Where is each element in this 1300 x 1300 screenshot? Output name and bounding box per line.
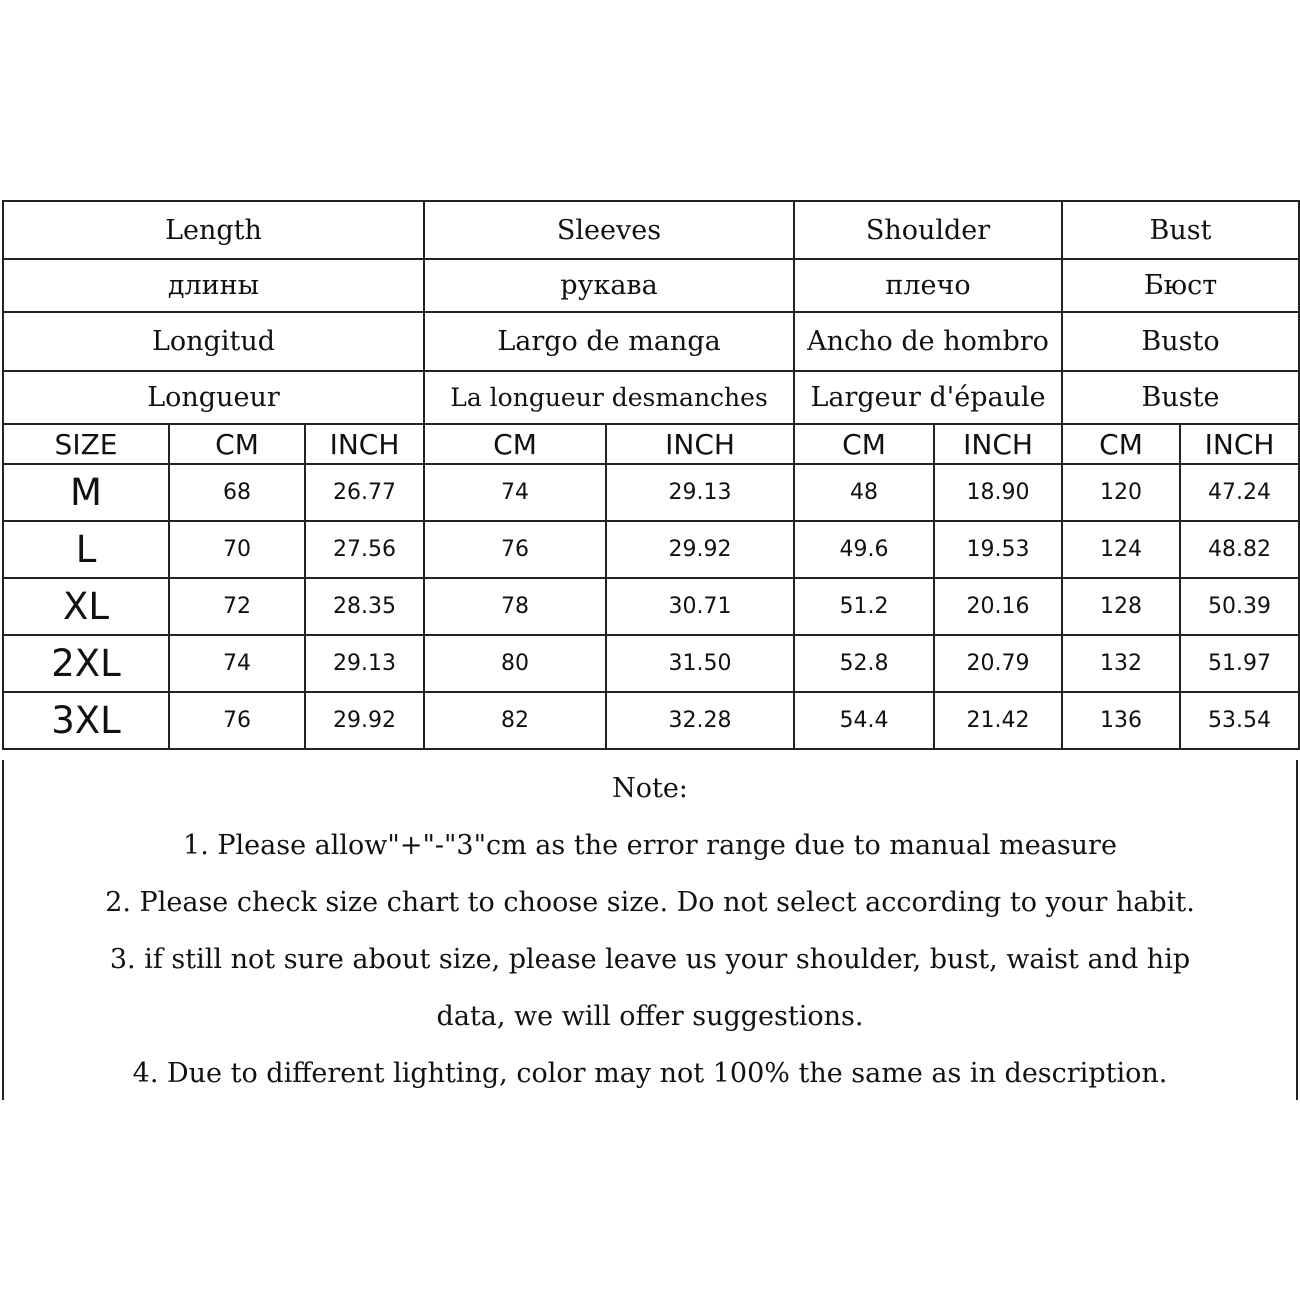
- shoulder-inch-cell: 21.42: [934, 692, 1062, 749]
- header-length-es: Longitud: [3, 312, 424, 371]
- size-label: 3XL: [3, 692, 169, 749]
- sleeves-inch-cell: 32.28: [606, 692, 794, 749]
- shoulder-cm-cell: 49.6: [794, 521, 934, 578]
- unit-sleeves-inch: INCH: [606, 424, 794, 464]
- bust-cm-cell: 136: [1062, 692, 1180, 749]
- header-row-spanish: [3, 312, 1299, 371]
- header-sleeves-fr: La longueur desmanches: [424, 371, 794, 424]
- length-inch-cell: 29.92: [305, 692, 424, 749]
- unit-shoulder-inch: INCH: [934, 424, 1062, 464]
- table-row: [3, 578, 1299, 635]
- bust-cm-cell: 124: [1062, 521, 1180, 578]
- shoulder-inch-cell: 18.90: [934, 464, 1062, 521]
- bust-cm-cell: 120: [1062, 464, 1180, 521]
- length-inch-cell: 29.13: [305, 635, 424, 692]
- sleeves-inch-cell: 29.13: [606, 464, 794, 521]
- shoulder-cm-cell: 52.8: [794, 635, 934, 692]
- header-sleeves-es: Largo de manga: [424, 312, 794, 371]
- sleeves-inch-cell: 31.50: [606, 635, 794, 692]
- header-shoulder-es: Ancho de hombro: [794, 312, 1062, 371]
- header-bust-fr: Buste: [1062, 371, 1299, 424]
- length-cm-cell: 70: [169, 521, 305, 578]
- size-chart-table: [2, 200, 1300, 750]
- header-row-english: [3, 201, 1299, 259]
- bust-cm-cell: 132: [1062, 635, 1180, 692]
- note-line-3-continued: data, we will offer suggestions.: [436, 1001, 864, 1032]
- bust-cm-cell: 128: [1062, 578, 1180, 635]
- sleeves-cm-cell: 74: [424, 464, 606, 521]
- note-line-4: 4. Due to different lighting, color may not 100% the same as in description.: [132, 1058, 1168, 1089]
- unit-row: [3, 424, 1299, 464]
- bust-inch-cell: 50.39: [1180, 578, 1299, 635]
- header-sleeves-ru: рукава: [424, 259, 794, 312]
- bust-inch-cell: 48.82: [1180, 521, 1299, 578]
- length-cm-cell: 72: [169, 578, 305, 635]
- length-cm-cell: 68: [169, 464, 305, 521]
- shoulder-inch-cell: 20.16: [934, 578, 1062, 635]
- bust-inch-cell: 53.54: [1180, 692, 1299, 749]
- header-shoulder-fr: Largeur d'épaule: [794, 371, 1062, 424]
- shoulder-inch-cell: 20.79: [934, 635, 1062, 692]
- header-sleeves: Sleeves: [424, 201, 794, 259]
- size-label: L: [3, 521, 169, 578]
- length-inch-cell: 28.35: [305, 578, 424, 635]
- size-label: M: [3, 464, 169, 521]
- note-line-1: 1. Please allow"+"-"3"cm as the error range due to manual measure: [183, 830, 1117, 861]
- table-row: [3, 464, 1299, 521]
- table-row: [3, 635, 1299, 692]
- header-bust: Bust: [1062, 201, 1299, 259]
- unit-sleeves-cm: CM: [424, 424, 606, 464]
- header-shoulder: Shoulder: [794, 201, 1062, 259]
- note-line-2: 2. Please check size chart to choose size. Do not select according to your habit.: [105, 887, 1195, 918]
- length-cm-cell: 74: [169, 635, 305, 692]
- note-section: [2, 760, 1298, 1100]
- header-length: Length: [3, 201, 424, 259]
- length-inch-cell: 27.56: [305, 521, 424, 578]
- header-row-russian: [3, 259, 1299, 312]
- note-title: Note:: [612, 773, 688, 804]
- shoulder-cm-cell: 54.4: [794, 692, 934, 749]
- header-shoulder-ru: плечо: [794, 259, 1062, 312]
- length-cm-cell: 76: [169, 692, 305, 749]
- header-bust-ru: Бюст: [1062, 259, 1299, 312]
- unit-size-label: SIZE: [3, 424, 169, 464]
- unit-length-cm: CM: [169, 424, 305, 464]
- header-bust-es: Busto: [1062, 312, 1299, 371]
- sleeves-cm-cell: 76: [424, 521, 606, 578]
- shoulder-cm-cell: 51.2: [794, 578, 934, 635]
- bust-inch-cell: 47.24: [1180, 464, 1299, 521]
- length-inch-cell: 26.77: [305, 464, 424, 521]
- header-row-french: [3, 371, 1299, 424]
- note-line-3: 3. if still not sure about size, please leave us your shoulder, bust, waist and hip: [109, 944, 1191, 975]
- table-row: [3, 692, 1299, 749]
- unit-shoulder-cm: CM: [794, 424, 934, 464]
- shoulder-inch-cell: 19.53: [934, 521, 1062, 578]
- sleeves-inch-cell: 30.71: [606, 578, 794, 635]
- unit-length-inch: INCH: [305, 424, 424, 464]
- shoulder-cm-cell: 48: [794, 464, 934, 521]
- size-label: XL: [3, 578, 169, 635]
- sleeves-inch-cell: 29.92: [606, 521, 794, 578]
- size-label: 2XL: [3, 635, 169, 692]
- sleeves-cm-cell: 82: [424, 692, 606, 749]
- sleeves-cm-cell: 80: [424, 635, 606, 692]
- sleeves-cm-cell: 78: [424, 578, 606, 635]
- header-length-fr: Longueur: [3, 371, 424, 424]
- unit-bust-inch: INCH: [1180, 424, 1299, 464]
- header-length-ru: длины: [3, 259, 424, 312]
- bust-inch-cell: 51.97: [1180, 635, 1299, 692]
- unit-bust-cm: CM: [1062, 424, 1180, 464]
- table-row: [3, 521, 1299, 578]
